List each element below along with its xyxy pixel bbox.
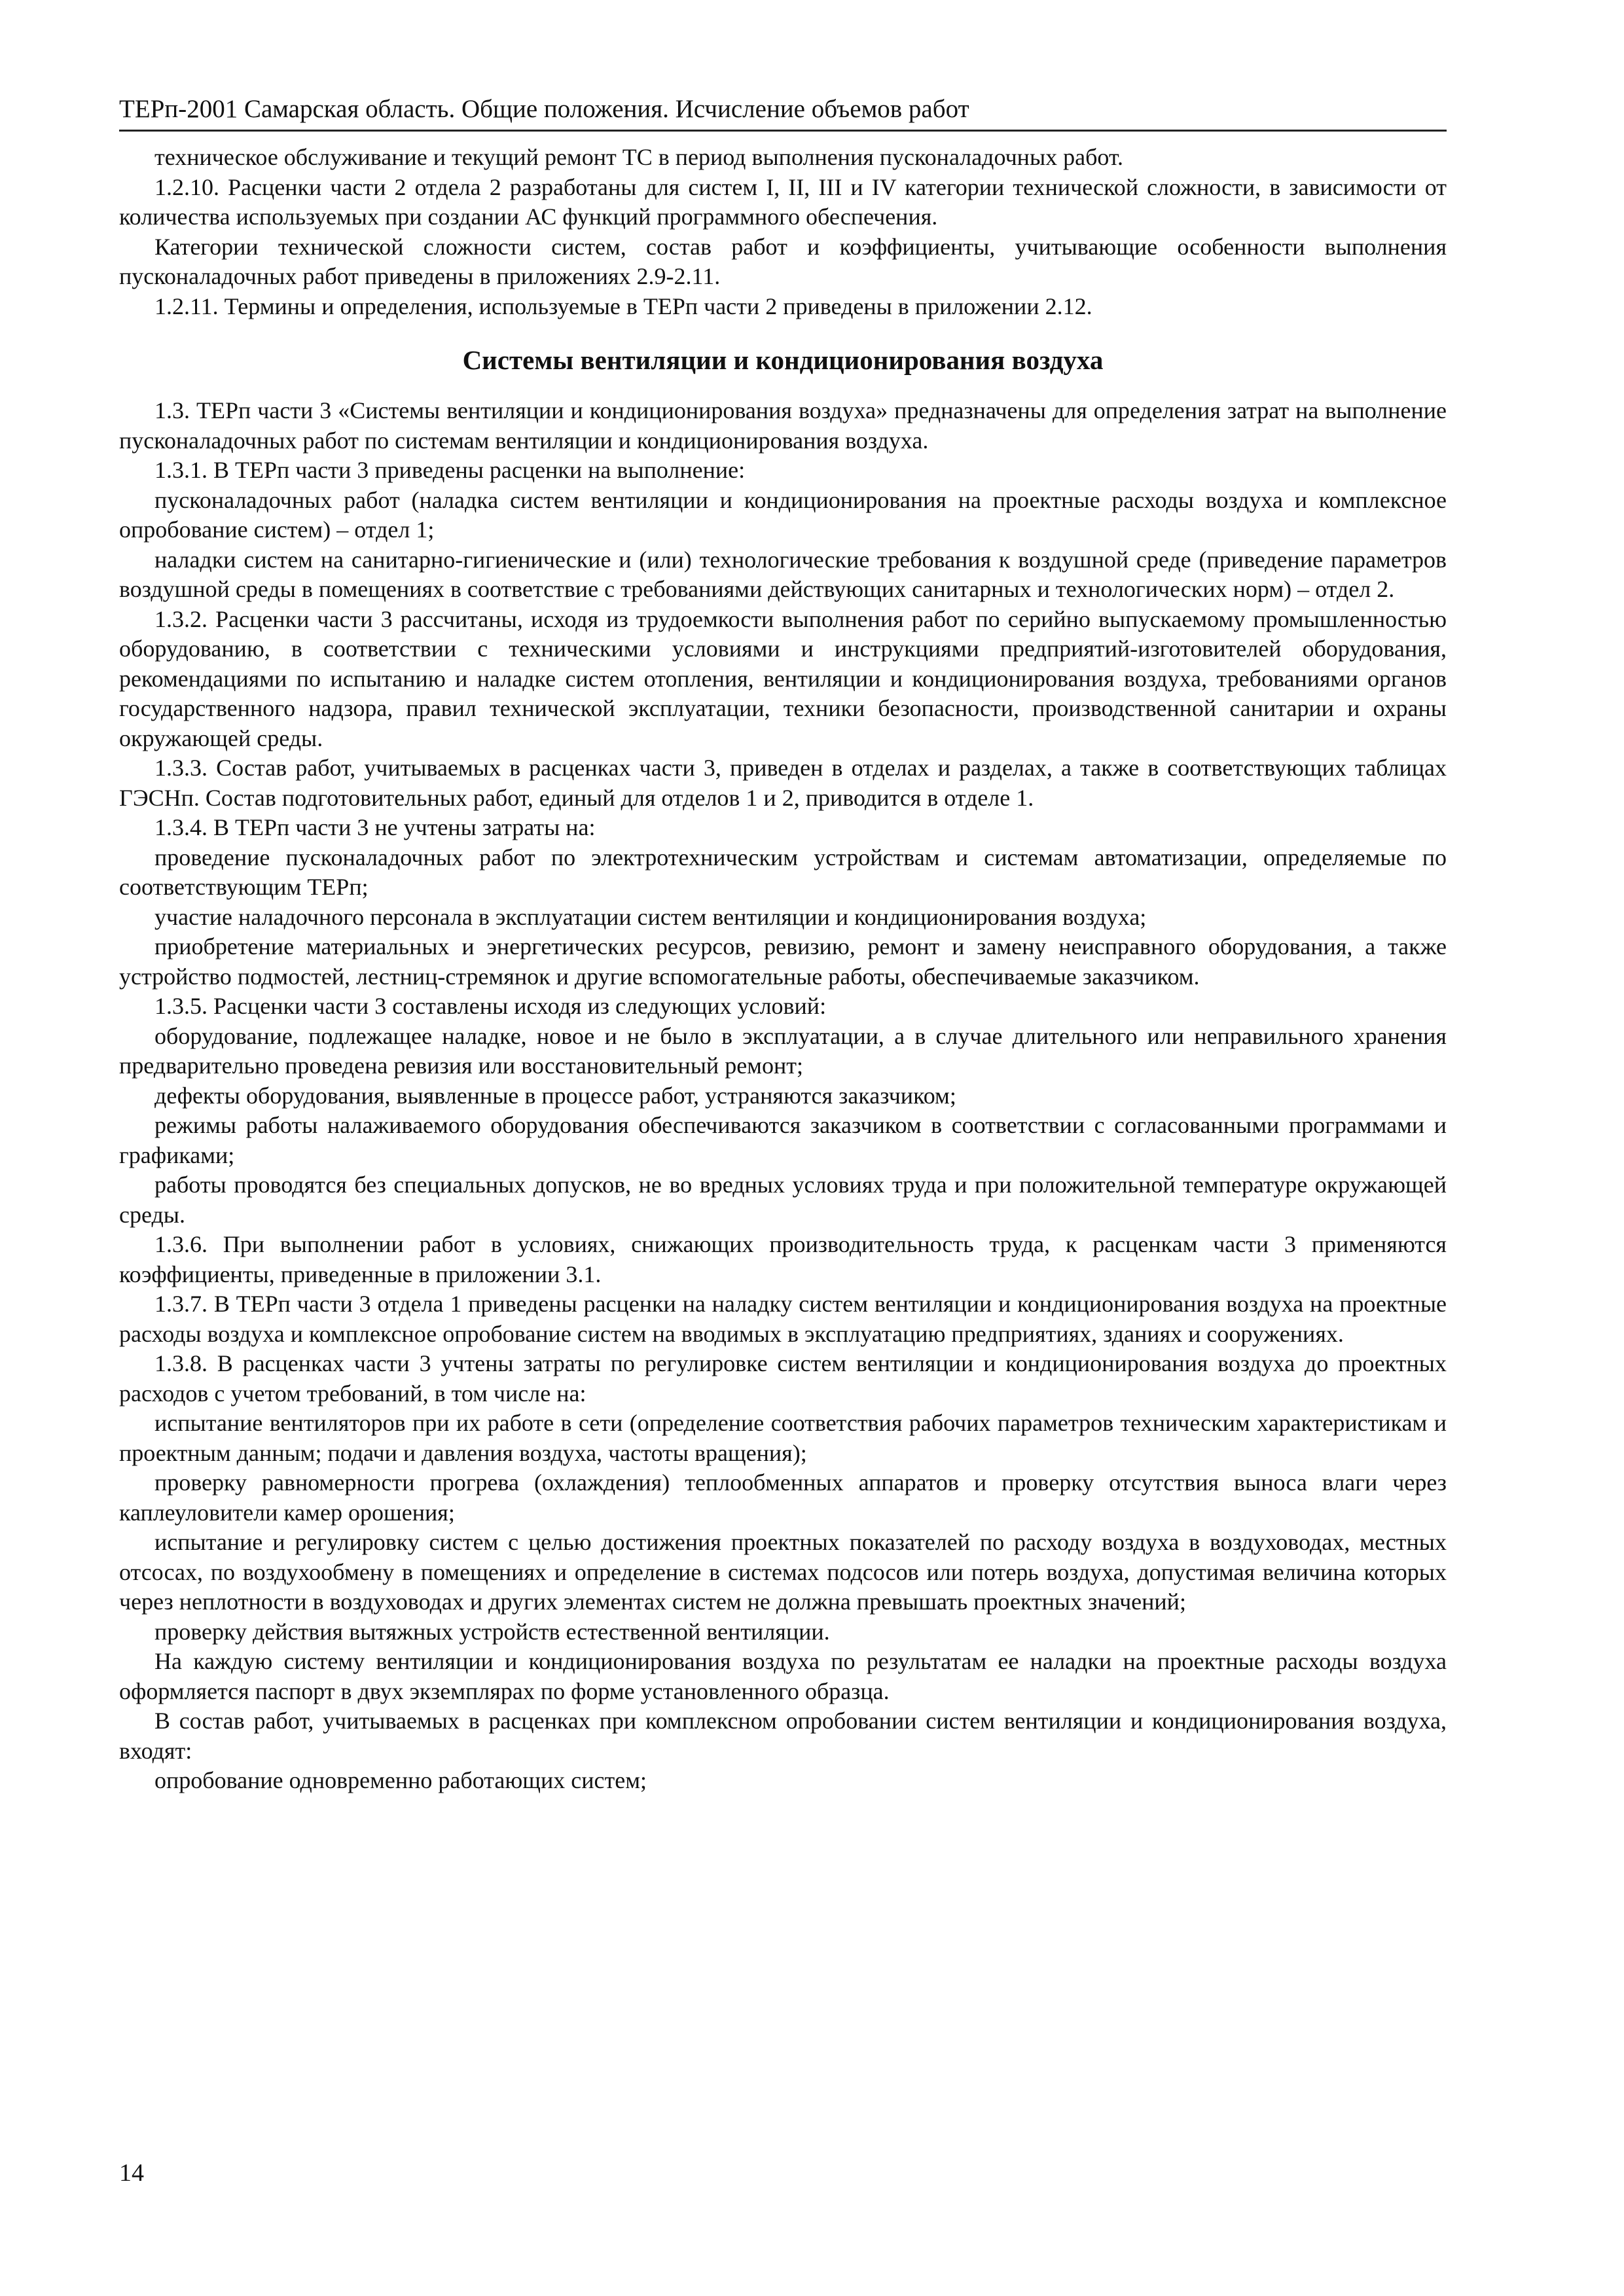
- paragraph: участие наладочного персонала в эксплуатации систем вентиляции и кондиционирования воздуха;: [154, 903, 1147, 930]
- paragraph: испытание и регулировку систем с целью достижения проектных показателей по расходу воздуха в воздуховодах, местных отсосах, по воздухообмену в помещениях и определение в системах подсосов или потерь воздуха, допустимая величина которых через неплотности в воздуховодах и других элементах систем не должна превышать проектных значений;: [119, 1529, 1447, 1615]
- paragraph: 1.3.6. При выполнении работ в условиях, снижающих производительность труда, к расценкам части 3 применяются коэффициенты, приведенные в приложении 3.1.: [119, 1231, 1447, 1287]
- paragraph: В состав работ, учитываемых в расценках при комплексном опробовании систем вентиляции и кондиционирования воздуха, входят:: [119, 1708, 1447, 1764]
- paragraph: дефекты оборудования, выявленные в процессе работ, устраняются заказчиком;: [154, 1082, 956, 1109]
- paragraph: 1.3.7. В ТЕРп части 3 отдела 1 приведены расценки на наладку систем вентиляции и кондиционирования воздуха на проектные расходы воздуха и комплексное опробование систем на вводимых в эксплуатацию предприятиях, зданиях и сооружениях.: [119, 1291, 1447, 1347]
- running-header: ТЕРп-2001 Самарская область. Общие положения. Исчисление объемов работ: [119, 95, 969, 123]
- paragraph: проверку действия вытяжных устройств естественной вентиляции.: [154, 1618, 830, 1645]
- paragraph: наладки систем на санитарно-гигиенические и (или) технологические требования к воздушной среде (приведение параметров воздушной среды в помещениях в соответствие с требованиями действующих санитарных и технологических норм) – отдел 2.: [119, 546, 1447, 602]
- paragraph: испытание вентиляторов при их работе в сети (определение соответствия рабочих параметров техническим характеристикам и проектным данным; подачи и давления воздуха, частоты вращения);: [119, 1410, 1447, 1466]
- paragraph: 1.3.8. В расценках части 3 учтены затраты по регулировке систем вентиляции и кондиционирования воздуха до проектных расходов с учетом требований, в том числе на:: [119, 1350, 1447, 1407]
- paragraph: 1.3.5. Расценки части 3 составлены исходя из следующих условий:: [154, 993, 827, 1019]
- paragraph: 1.3.4. В ТЕРп части 3 не учтены затраты на:: [154, 814, 596, 840]
- paragraph: 1.2.10. Расценки части 2 отдела 2 разработаны для систем I, II, III и IV категории технической сложности, в зависимости от количества используемых при создании АС функций программного обеспечения.: [119, 173, 1447, 230]
- paragraph: оборудование, подлежащее наладке, новое и не было в эксплуатации, а в случае длительного или неправильного хранения предварительно проведена ревизия или восстановительный ремонт;: [119, 1022, 1447, 1079]
- paragraph: 1.3. ТЕРп части 3 «Системы вентиляции и кондиционирования воздуха» предназначены для определения затрат на выполнение пусконаладочных работ по системам вентиляции и кондиционирования воздуха.: [119, 397, 1447, 454]
- header-rule: [119, 130, 1447, 132]
- paragraph: 1.2.11. Термины и определения, используемые в ТЕРп части 2 приведены в приложении 2.12.: [154, 293, 1092, 319]
- paragraph: режимы работы налаживаемого оборудования обеспечиваются заказчиком в соответствии с согласованными программами и графиками;: [119, 1112, 1447, 1168]
- section-title: Системы вентиляции и кондиционирования воздуха: [462, 345, 1104, 375]
- paragraph: проведение пусконаладочных работ по электротехническим устройствам и системам автоматизации, определяемые по соответствующим ТЕРп;: [119, 844, 1447, 900]
- paragraph: работы проводятся без специальных допусков, не во вредных условиях труда и при положительной температуре окружающей среды.: [119, 1172, 1447, 1228]
- paragraph: 1.3.2. Расценки части 3 рассчитаны, исходя из трудоемкости выполнения работ по серийно выпускаемому промышленностью оборудованию, в соответствии с техническими условиями и инструкциями предприятий-изготовителей оборудования, рекомендациями по испытанию и наладке систем отопления, вентиляции и кондиционирования воздуха, требованиями органов государственного надзора, правил технической эксплуатации, техники безопасности, производственной санитарии и охраны окружающей среды.: [119, 605, 1447, 751]
- document-body: [119, 143, 1447, 1796]
- paragraph: Категории технической сложности систем, состав работ и коэффициенты, учитывающие особенности выполнения пусконаладочных работ приведены в приложениях 2.9-2.11.: [119, 233, 1447, 289]
- paragraph: проверку равномерности прогрева (охлаждения) теплообменных аппаратов и проверку отсутствия выноса влаги через каплеуловители камер орошения;: [119, 1469, 1447, 1526]
- page-number: 14: [119, 2159, 144, 2187]
- paragraph: пусконаладочных работ (наладка систем вентиляции и кондиционирования на проектные расходы воздуха и комплексное опробование систем) – отдел 1;: [119, 486, 1447, 543]
- paragraph: 1.3.1. В ТЕРп части 3 приведены расценки на выполнение:: [154, 457, 746, 483]
- paragraph: опробование одновременно работающих систем;: [154, 1767, 647, 1793]
- paragraph: техническое обслуживание и текущий ремонт ТС в период выполнения пусконаладочных работ.: [154, 144, 1123, 170]
- paragraph: На каждую систему вентиляции и кондиционирования воздуха по результатам ее наладки на проектные расходы воздуха оформляется паспорт в двух экземплярах по форме установленного образца.: [119, 1648, 1447, 1704]
- paragraph: приобретение материальных и энергетических ресурсов, ревизию, ремонт и замену неисправного оборудования, а также устройство подмостей, лестниц-стремянок и другие вспомогательные работы, обеспечиваемые заказчиком.: [119, 933, 1447, 990]
- paragraph: 1.3.3. Состав работ, учитываемых в расценках части 3, приведен в отделах и разделах, а также в соответствующих таблицах ГЭСНп. Состав подготовительных работ, единый для отделов 1 и 2, приводится в отделе 1.: [119, 755, 1447, 811]
